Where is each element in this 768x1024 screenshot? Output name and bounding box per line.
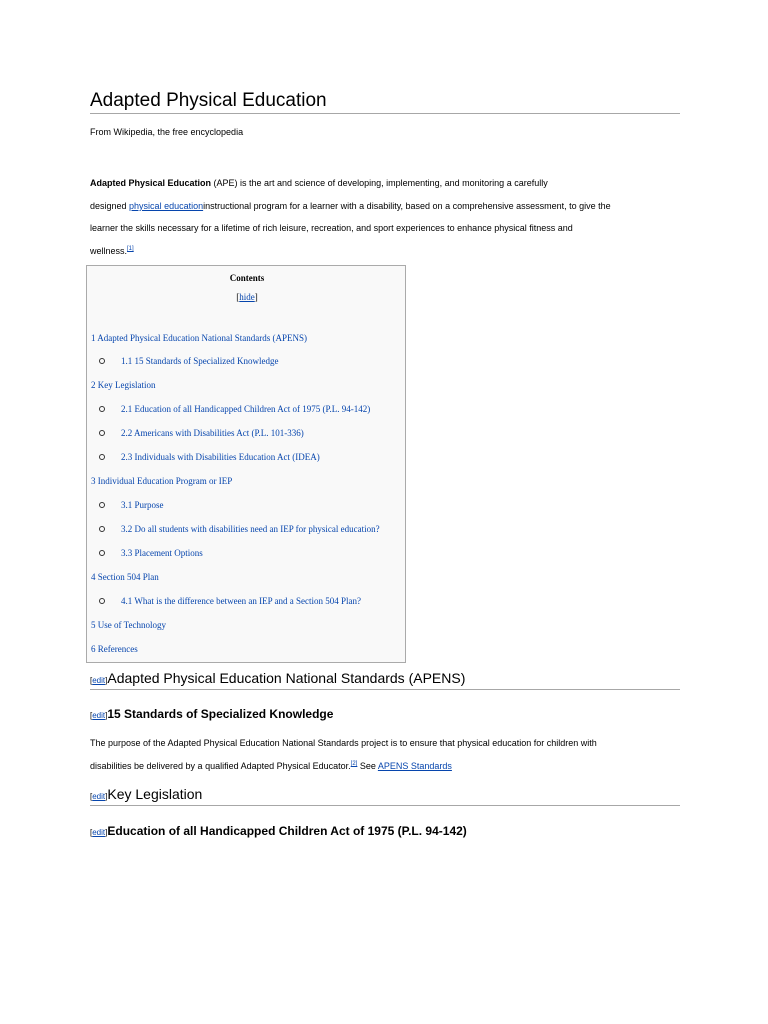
heading-text: 15 Standards of Specialized Knowledge [107, 707, 334, 721]
toc-title: Contents [229, 273, 265, 283]
bullet-icon [99, 454, 105, 460]
standards-see-text: See [357, 761, 378, 771]
heading-text: Education of all Handicapped Children Act of 1975 (P.L. 94-142) [107, 824, 467, 838]
intro-text: designed [90, 201, 130, 211]
edit-link[interactable]: edit [92, 792, 106, 801]
section-heading-apens [90, 670, 465, 688]
standards-line-1: The purpose of the Adapted Physical Education National Standards project is to ensure that physical education for children with [90, 738, 597, 748]
edit-section: [edit] [90, 792, 108, 801]
section-heading-legislation [90, 786, 202, 804]
bullet-icon [99, 526, 105, 532]
intro-text: instructional program for a learner with a disability, based on a comprehensive assessment, to give the [203, 201, 611, 211]
tagline: From Wikipedia, the free encyclopedia [90, 127, 244, 137]
section-heading-standards [90, 705, 333, 723]
intro-line-2 [90, 202, 680, 211]
intro-text: (APE) is the art and science of developing, implementing, and monitoring a carefully [211, 178, 548, 188]
edit-link[interactable]: edit [92, 676, 106, 685]
toc-item-3-2[interactable]: 3.2 Do all students with disabilities need an IEP for physical education? [121, 524, 380, 534]
bullet-icon [99, 502, 105, 508]
edit-section: [edit] [90, 828, 108, 837]
toc-item-1[interactable]: 1 Adapted Physical Education National Standards (APENS) [91, 333, 307, 343]
intro-text: wellness. [90, 246, 128, 256]
heading-text: Key Legislation [107, 786, 203, 802]
edit-section: [edit] [90, 711, 108, 720]
standards-text: disabilities be delivered by a qualified Adapted Physical Educator. [90, 761, 351, 771]
toc-item-5[interactable]: 5 Use of Technology [91, 620, 166, 630]
toc-bracket: [ [236, 292, 240, 302]
toc-hide-toggle [87, 292, 407, 302]
physical-education-link[interactable]: physical education [129, 201, 204, 211]
intro-bold-term: Adapted Physical Education [90, 178, 212, 188]
title-divider [90, 113, 680, 114]
toc-item-4[interactable]: 4 Section 504 Plan [91, 572, 159, 582]
bullet-icon [99, 550, 105, 556]
standards-line-2 [90, 762, 680, 771]
apens-standards-link[interactable]: APENS Standards [377, 761, 452, 771]
edit-section: [edit] [90, 676, 108, 685]
intro-line-4 [90, 247, 680, 256]
toc-item-4-1[interactable]: 4.1 What is the difference between an IEP and a Section 504 Plan? [121, 596, 362, 606]
toc-item-6[interactable]: 6 References [91, 644, 138, 654]
heading-text: Adapted Physical Education National Standards (APENS) [107, 670, 466, 686]
table-of-contents [86, 265, 406, 663]
section-divider [90, 805, 680, 806]
toc-item-2-2[interactable]: 2.2 Americans with Disabilities Act (P.L. 101-336) [121, 428, 304, 438]
edit-link[interactable]: edit [92, 828, 106, 837]
bullet-icon [99, 430, 105, 436]
toc-item-2-1[interactable]: 2.1 Education of all Handicapped Children Act of 1975 (P.L. 94-142) [121, 404, 371, 414]
toc-item-2[interactable]: 2 Key Legislation [91, 380, 156, 390]
section-divider [90, 689, 680, 690]
page-title: Adapted Physical Education [90, 90, 327, 111]
reference-link-1[interactable]: [1] [127, 246, 134, 252]
bullet-icon [99, 406, 105, 412]
section-heading-eahca [90, 822, 467, 840]
bullet-icon [99, 358, 105, 364]
toc-item-2-3[interactable]: 2.3 Individuals with Disabilities Education Act (IDEA) [121, 452, 320, 462]
reference-link-2[interactable]: [2] [350, 761, 358, 767]
toc-item-3[interactable]: 3 Individual Education Program or IEP [91, 476, 233, 486]
toc-bracket: ] [254, 292, 258, 302]
toc-item-1-1[interactable]: 1.1 15 Standards of Specialized Knowledge [121, 356, 279, 366]
bullet-icon [99, 598, 105, 604]
toc-hide-link[interactable]: hide [239, 292, 255, 302]
toc-item-3-1[interactable]: 3.1 Purpose [121, 500, 164, 510]
edit-link[interactable]: edit [92, 711, 106, 720]
intro-line-1 [90, 179, 680, 188]
intro-line-3: learner the skills necessary for a lifetime of rich leisure, recreation, and sport experiences to enhance physical fitness and [90, 223, 573, 233]
toc-item-3-3[interactable]: 3.3 Placement Options [121, 548, 203, 558]
